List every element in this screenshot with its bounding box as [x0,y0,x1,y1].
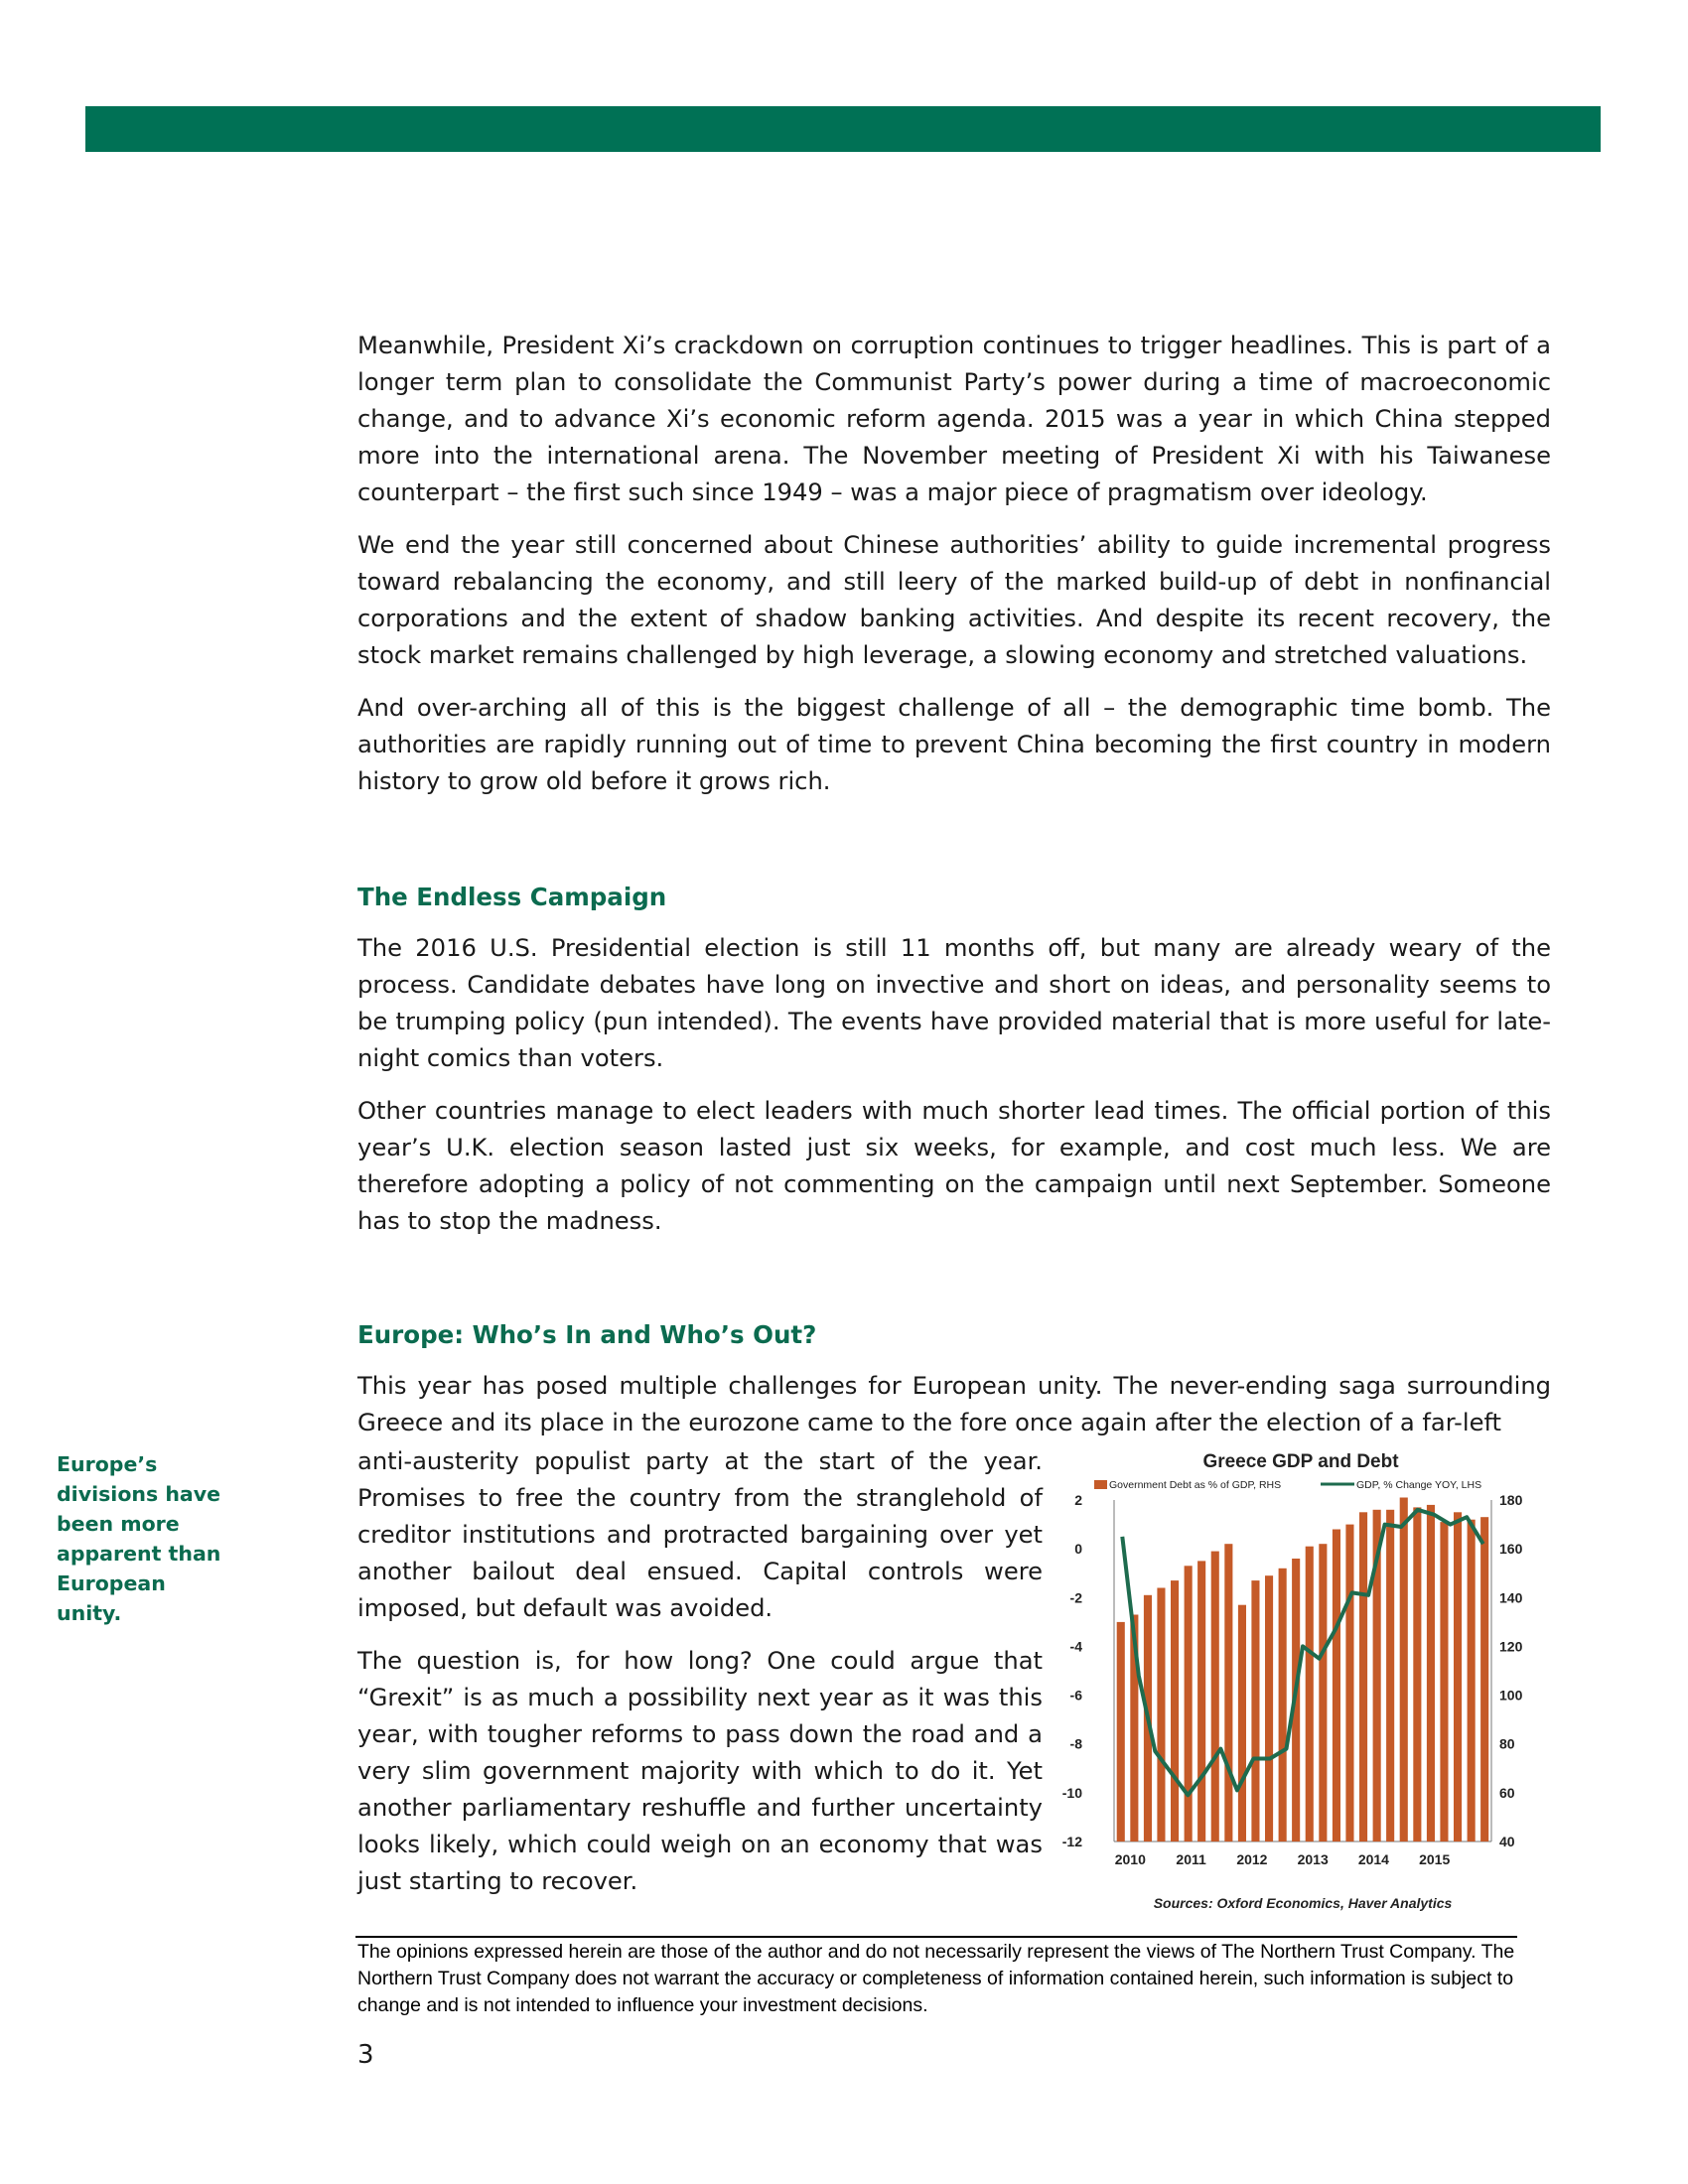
x-tick-label: 2011 [1176,1851,1206,1867]
debt-bar [1185,1566,1193,1842]
debt-bar [1468,1520,1476,1842]
debt-bar [1238,1605,1246,1842]
debt-bar [1440,1522,1448,1842]
debt-bar [1224,1544,1232,1842]
left-tick-label: 0 [1074,1541,1082,1558]
debt-bar [1306,1547,1314,1842]
europe-section [357,1316,1551,1441]
left-tick-label: -12 [1062,1834,1082,1849]
left-tick-label: -2 [1069,1589,1082,1606]
chart-title: Greece GDP and Debt [1202,1451,1399,1472]
debt-bar [1279,1569,1287,1842]
greece-gdp-debt-chart [1062,1444,1539,1921]
debt-bar [1251,1580,1259,1842]
europe-narrow-text [357,1443,1043,1900]
right-axis-ticks [1499,1492,1523,1849]
left-tick-label: -6 [1069,1687,1082,1704]
debt-bar [1359,1512,1367,1842]
left-axis-ticks [1062,1492,1082,1849]
chart-svg [1062,1444,1539,1921]
right-tick-label: 80 [1499,1735,1515,1752]
right-tick-label: 60 [1499,1784,1515,1801]
x-tick-label: 2012 [1236,1851,1268,1867]
left-tick-label: -10 [1062,1784,1082,1801]
left-tick-label: -8 [1069,1735,1082,1752]
intro-paragraph-1: Meanwhile, President Xi’s crackdown on corruption continues to trigger headlines. This is part of a longer term plan to consolidate the Communist Party’s power during a time of macroeconomic change, and to advance Xi’s economic reform agenda. 2015 was a year in which China stepped more into the international arena. The November meeting of President Xi with his Taiwanese counterpart – the first such since 1949 – was a major piece of pragmatism over ideology. [357,332,1551,506]
debt-bar [1454,1512,1462,1842]
sidenote-callout: Europe’s divisions have been more apparent than European unity. [57,1452,221,1625]
x-tick-label: 2015 [1419,1851,1451,1867]
debt-bar [1480,1517,1488,1842]
x-tick-label: 2013 [1297,1851,1329,1867]
x-tick-label: 2014 [1357,1851,1389,1867]
x-axis-ticks [1115,1851,1451,1867]
debt-bar [1211,1552,1219,1842]
debt-bar [1333,1530,1340,1843]
header-bar [85,106,1601,152]
page-number: 3 [357,2040,374,2070]
debt-bar [1197,1561,1205,1842]
right-tick-label: 160 [1499,1541,1523,1558]
debt-bar [1319,1544,1327,1842]
campaign-paragraph-1: The 2016 U.S. Presidential election is still 11 months off, but many are already weary of the process. Candidate debates have long on invective and short on ideas, and personality seems to be trumping policy (pun intended). The events have provided material that is more useful for late-night comics than voters. [357,934,1551,1072]
right-tick-label: 40 [1499,1834,1515,1849]
right-tick-label: 180 [1499,1492,1523,1508]
debt-bar [1117,1622,1125,1842]
debt-bar [1386,1510,1394,1842]
debt-bar [1345,1525,1353,1842]
debt-bar [1400,1498,1408,1843]
left-tick-label: -4 [1069,1638,1082,1655]
debt-bar [1265,1575,1273,1842]
debt-bar [1427,1505,1435,1842]
intro-paragraph-2: We end the year still concerned about Chinese authorities’ ability to guide incremental progress toward rebalancing the economy, and still leery of the marked build-up of debt in nonfinancial corporations and the extent of shadow banking activities. And despite its recent recovery, the stock market remains challenged by high leverage, a slowing economy and stretched valuations. [357,531,1551,669]
disclaimer-text: The opinions expressed herein are those of the author and do not necessarily represent the views of The Northern Trust Company. The Northern Trust Company does not warrant the accuracy or completeness of information contained herein, such information is subject to change and is not intended to influence your investment decisions. [357,1941,1515,2016]
europe-heading: Europe: Who’s In and Who’s Out? [357,1320,817,1349]
campaign-section [357,879,1551,1240]
right-tick-label: 140 [1499,1589,1523,1606]
debt-bar [1171,1580,1179,1842]
campaign-heading: The Endless Campaign [357,883,667,911]
europe-paragraph-1-continued: anti-austerity populist party at the start of the year. Promises to free the country from the stranglehold of creditor institutions and protracted bargaining over yet another bailout deal ensued. Capital controls were imposed, but default was avoided. [357,1447,1043,1622]
debt-bars [1117,1498,1489,1843]
europe-paragraph-1-lead: This year has posed multiple challenges for European unity. The never-ending saga surrounding Greece and its place in the eurozone came to the fore once again after the election of a far-left [357,1372,1551,1436]
intro-section [357,328,1551,800]
campaign-paragraph-2: Other countries manage to elect leaders with much shorter lead times. The official portion of this year’s U.K. election season lasted just six weeks, for example, and cost much less. We are therefore adopting a policy of not commenting on the campaign until next September. Someone has to stop the madness. [357,1097,1551,1235]
right-tick-label: 100 [1499,1687,1523,1704]
debt-bar [1413,1507,1421,1842]
legend-gdp-label: GDP, % Change YOY, LHS [1356,1479,1482,1491]
footer-rule [355,1936,1517,1938]
left-tick-label: 2 [1074,1492,1082,1508]
legend-debt-label: Government Debt as % of GDP, RHS [1109,1479,1282,1491]
right-tick-label: 120 [1499,1638,1523,1655]
debt-bar [1157,1588,1165,1843]
intro-paragraph-3: And over-arching all of this is the biggest challenge of all – the demographic time bomb. The authorities are rapidly running out of time to prevent China becoming the first country in modern history to grow old before it grows rich. [357,694,1551,795]
chart-source: Sources: Oxford Economics, Haver Analytics [1153,1895,1453,1911]
x-tick-label: 2010 [1114,1851,1146,1867]
europe-paragraph-2: The question is, for how long? One could argue that “Grexit” is as much a possibility next year as it was this year, with tougher reforms to pass down the road and a very slim government majority with which to do it. Yet another parliamentary reshuffle and further uncertainty looks likely, which could weigh on an economy that was just starting to recover. [357,1647,1043,1895]
legend-bar-swatch [1094,1480,1107,1489]
